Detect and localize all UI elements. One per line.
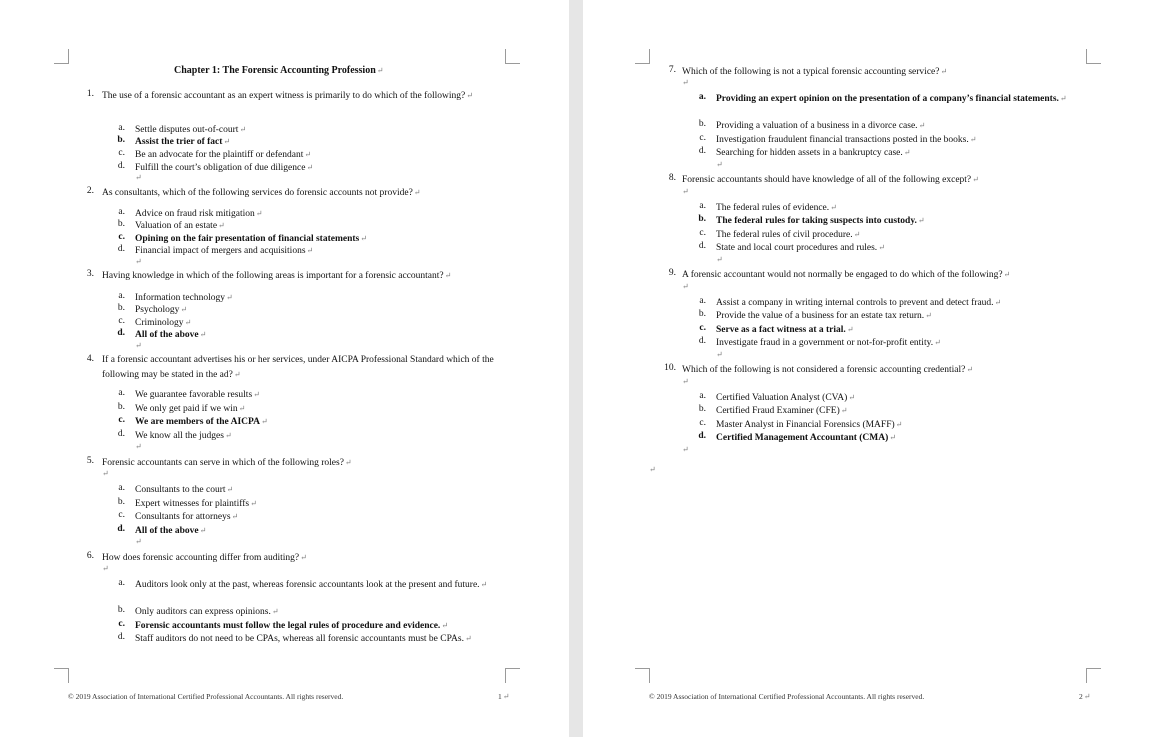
- answer-letter: d.: [698, 431, 706, 441]
- page-footer: © 2019 Association of International Certified Professional Accountants. All rights reserved.: [68, 692, 344, 701]
- answer-text: Certified Fraud Examiner (CFE) ↵: [716, 404, 847, 419]
- answer-text: Settle disputes out-of-court ↵: [135, 123, 246, 138]
- correct-answer-text: All of the above ↵: [135, 524, 206, 539]
- answer-letter: b.: [698, 214, 706, 224]
- crop-mark-bottom-right: [505, 668, 520, 683]
- question-number: 9.: [668, 268, 676, 278]
- answer-text: State and local court procedures and rules. ↵: [716, 241, 885, 256]
- answer-text: Expert witnesses for plaintiffs ↵: [135, 497, 257, 512]
- paragraph-mark: ↵: [135, 442, 142, 451]
- answer-letter: a.: [118, 207, 125, 217]
- answer-letter: c.: [699, 418, 706, 428]
- answer-letter: a.: [699, 391, 706, 401]
- answer-text: Consultants to the court ↵: [135, 483, 233, 498]
- answer-letter: b.: [698, 309, 706, 319]
- correct-answer-text: Serve as a fact witness at a trial. ↵: [716, 323, 854, 338]
- correct-answer-text: Certified Management Accountant (CMA) ↵: [716, 431, 896, 446]
- answer-letter: c.: [118, 619, 125, 629]
- correct-answer-text: Assist the trier of fact ↵: [135, 135, 230, 150]
- question-number: 3.: [86, 269, 94, 279]
- paragraph-mark: ↵: [102, 469, 109, 478]
- answer-text: We only get paid if we win ↵: [135, 402, 245, 417]
- paragraph-mark: ↵: [649, 465, 656, 474]
- correct-answer-text: Forensic accountants must follow the legal rules of procedure and evidence. ↵: [135, 619, 448, 634]
- answer-text: We know all the judges ↵: [135, 429, 232, 444]
- crop-mark-bottom-right: [1086, 668, 1101, 683]
- answer-text: Financial impact of mergers and acquisitions ↵: [135, 244, 313, 259]
- crop-mark-top-left: [635, 49, 650, 64]
- answer-text: Valuation of an estate ↵: [135, 219, 225, 234]
- answer-text: Certified Valuation Analyst (CVA) ↵: [716, 391, 855, 406]
- question-text: How does forensic accounting differ from auditing? ↵: [102, 551, 502, 566]
- page-number: 2 ↵: [1079, 692, 1090, 701]
- correct-answer-text: We are members of the AICPA ↵: [135, 415, 268, 430]
- answer-letter: a.: [699, 296, 706, 306]
- question-text: Having knowledge in which of the following areas is important for a forensic accountant? ↵: [102, 269, 522, 284]
- question-text: Which of the following is not a typical forensic accounting service? ↵: [682, 65, 1082, 80]
- correct-answer-text: Providing an expert opinion on the presentation of a company’s financial statements. ↵: [716, 92, 1076, 107]
- question-number: 4.: [86, 354, 94, 364]
- answer-letter: a.: [698, 92, 706, 102]
- paragraph-mark: ↵: [682, 187, 689, 196]
- page-number: 1 ↵: [498, 692, 509, 701]
- answer-letter: d.: [117, 244, 125, 254]
- answer-letter: c.: [699, 323, 706, 333]
- correct-answer-text: All of the above ↵: [135, 328, 206, 343]
- answer-text: Auditors look only at the past, whereas forensic accountants look at the present and future. ↵: [135, 578, 505, 593]
- chapter-title: Chapter 1: The Forensic Accounting Profession ↵: [174, 65, 383, 76]
- answer-letter: d.: [117, 328, 125, 338]
- answer-letter: b.: [117, 303, 125, 313]
- paragraph-mark: ↵: [135, 341, 142, 350]
- answer-text: The federal rules of civil procedure. ↵: [716, 228, 860, 243]
- answer-letter: a.: [699, 201, 706, 211]
- paragraph-mark: ↵: [135, 173, 142, 182]
- question-text: Forensic accountants can serve in which of the following roles? ↵: [102, 456, 502, 471]
- paragraph-mark: ↵: [682, 445, 689, 454]
- crop-mark-top-right: [1086, 49, 1101, 64]
- answer-text: Information technology ↵: [135, 291, 233, 306]
- question-number: 2.: [86, 186, 94, 196]
- question-number: 8.: [668, 173, 676, 183]
- answer-letter: d.: [698, 336, 706, 346]
- question-number: 1.: [86, 89, 94, 99]
- correct-answer-text: Opining on the fair presentation of financial statements ↵: [135, 232, 367, 247]
- answer-text: Searching for hidden assets in a bankruptcy case. ↵: [716, 146, 910, 161]
- question-number: 5.: [86, 456, 94, 466]
- answer-letter: d.: [698, 241, 706, 251]
- answer-letter: c.: [118, 232, 125, 242]
- answer-letter: c.: [118, 316, 125, 326]
- crop-mark-top-right: [505, 49, 520, 64]
- question-text: If a forensic accountant advertises his or her services, under AICPA Professional Standard which of the following may be stated in the ad? ↵: [102, 354, 497, 382]
- answer-letter: b.: [117, 219, 125, 229]
- answer-letter: d.: [698, 146, 706, 156]
- page-footer: © 2019 Association of International Certified Professional Accountants. All rights reserved.: [649, 692, 925, 701]
- answer-text: Criminology ↵: [135, 316, 191, 331]
- answer-letter: b.: [117, 135, 125, 145]
- paragraph-mark: ↵: [102, 564, 109, 573]
- answer-letter: b.: [117, 402, 125, 412]
- answer-text: Providing a valuation of a business in a divorce case. ↵: [716, 119, 925, 134]
- answer-text: Only auditors can express opinions. ↵: [135, 605, 279, 620]
- answer-letter: c.: [118, 148, 125, 158]
- answer-text: Investigate fraud in a government or not-for-profit entity. ↵: [716, 336, 941, 351]
- paragraph-mark: ↵: [682, 78, 689, 87]
- question-text: The use of a forensic accountant as an expert witness is primarily to do which of the following? ↵: [102, 89, 482, 104]
- question-number: 6.: [86, 551, 94, 561]
- paragraph-mark: ↵: [682, 377, 689, 386]
- correct-answer-text: The federal rules for taking suspects into custody. ↵: [716, 214, 925, 229]
- document-page-1: [0, 0, 569, 737]
- answer-text: Investigation fraudulent financial transactions posted in the books. ↵: [716, 133, 976, 148]
- answer-text: Consultants for attorneys ↵: [135, 510, 238, 525]
- answer-letter: b.: [117, 497, 125, 507]
- question-number: 10.: [664, 363, 676, 373]
- answer-letter: d.: [117, 161, 125, 171]
- answer-letter: a.: [118, 578, 125, 588]
- answer-letter: a.: [118, 388, 125, 398]
- paragraph-mark: ↵: [682, 282, 689, 291]
- answer-text: We guarantee favorable results ↵: [135, 388, 260, 403]
- document-page-2: [583, 0, 1153, 737]
- answer-text: Be an advocate for the plaintiff or defendant ↵: [135, 148, 311, 163]
- crop-mark-top-left: [54, 49, 69, 64]
- answer-text: Master Analyst in Financial Forensics (MAFF) ↵: [716, 418, 902, 433]
- answer-letter: a.: [118, 291, 125, 301]
- answer-letter: d.: [117, 429, 125, 439]
- answer-letter: b.: [698, 404, 706, 414]
- answer-letter: a.: [118, 123, 125, 133]
- answer-letter: b.: [117, 605, 125, 615]
- answer-text: Staff auditors do not need to be CPAs, whereas all forensic accountants must be CPAs. ↵: [135, 632, 495, 647]
- answer-letter: c.: [699, 133, 706, 143]
- question-text: Which of the following is not considered a forensic accounting credential? ↵: [682, 363, 1102, 378]
- paragraph-mark: ↵: [716, 160, 723, 169]
- answer-letter: c.: [699, 228, 706, 238]
- answer-letter: a.: [118, 483, 125, 493]
- answer-text: Provide the value of a business for an estate tax return. ↵: [716, 309, 932, 324]
- paragraph-mark: ↵: [716, 350, 723, 359]
- answer-text: Fulfill the court’s obligation of due diligence ↵: [135, 161, 313, 176]
- paragraph-mark: ↵: [716, 255, 723, 264]
- answer-text: Assist a company in writing internal controls to prevent and detect fraud. ↵: [716, 296, 1001, 311]
- crop-mark-bottom-left: [54, 668, 69, 683]
- crop-mark-bottom-left: [635, 668, 650, 683]
- answer-letter: c.: [118, 510, 125, 520]
- paragraph-mark: ↵: [135, 257, 142, 266]
- paragraph-mark: ↵: [135, 537, 142, 546]
- answer-letter: d.: [117, 524, 125, 534]
- answer-letter: c.: [118, 415, 125, 425]
- answer-letter: d.: [117, 632, 125, 642]
- question-text: As consultants, which of the following services do forensic accounts not provide? ↵: [102, 186, 502, 201]
- question-text: Forensic accountants should have knowledge of all of the following except? ↵: [682, 173, 1102, 188]
- question-number: 7.: [668, 65, 676, 75]
- answer-text: Psychology ↵: [135, 303, 187, 318]
- answer-text: The federal rules of evidence. ↵: [716, 201, 837, 216]
- question-text: A forensic accountant would not normally be engaged to do which of the following? ↵: [682, 268, 1102, 283]
- answer-text: Advice on fraud risk mitigation ↵: [135, 207, 262, 222]
- answer-letter: b.: [698, 119, 706, 129]
